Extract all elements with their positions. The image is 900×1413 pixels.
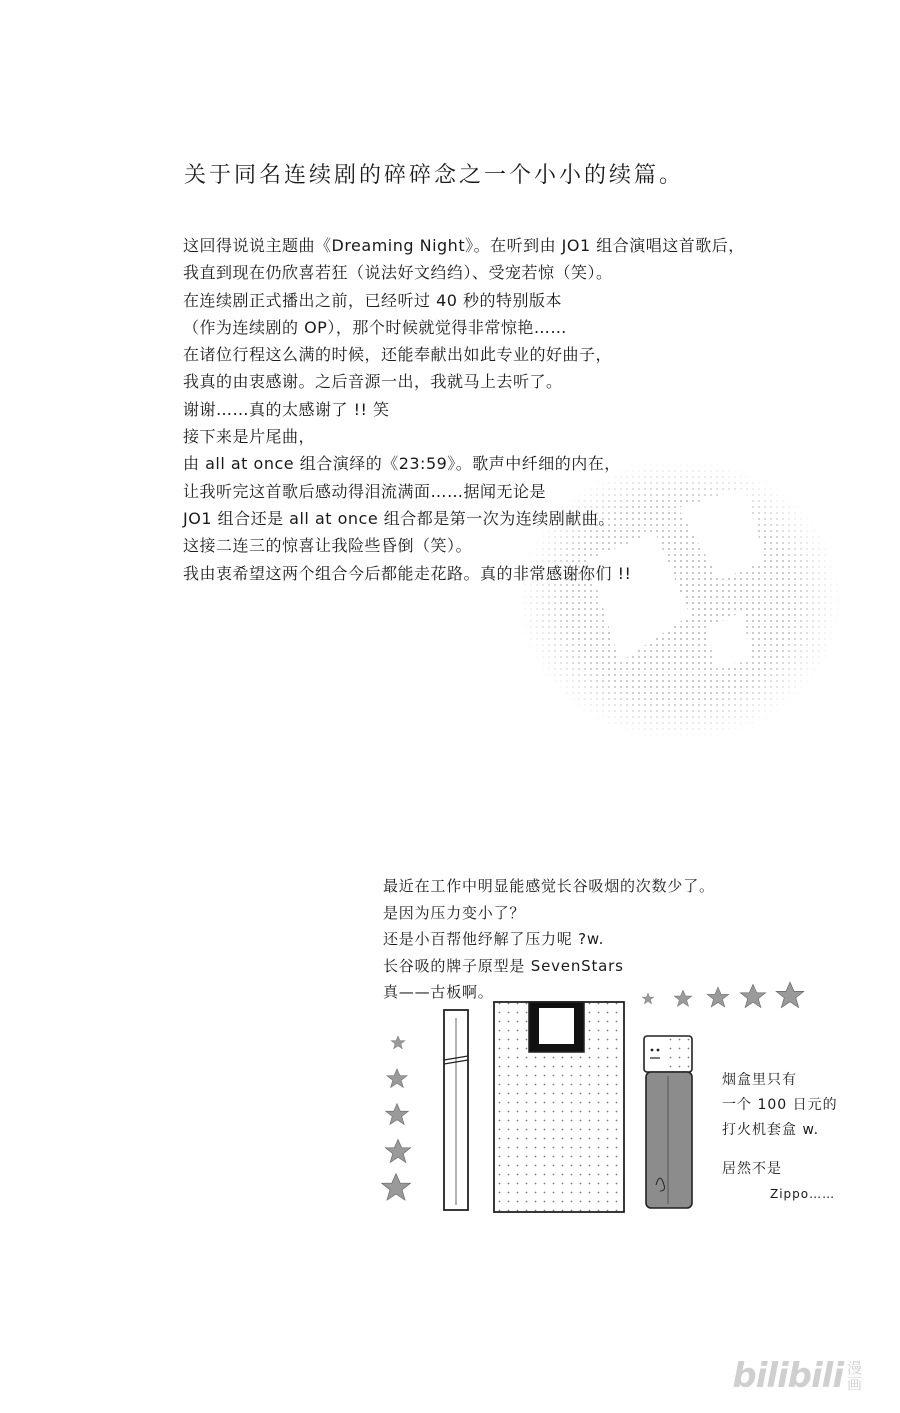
cigarette-pack-drawing	[494, 1002, 624, 1212]
caption-line: 一个 100 日元的	[722, 1097, 838, 1113]
note-line: 是因为压力变小了？	[383, 903, 526, 922]
body-line: 在诸位行程这么满的时候，还能奉献出如此专业的好曲子，	[183, 345, 613, 365]
note-line: 真——古板啊。	[383, 983, 494, 1001]
body-line: 谢谢……真的太感谢了 !! 笑	[183, 399, 390, 419]
note-line: 最近在工作中明显能感觉长谷吸烟的次数少了。	[383, 877, 715, 895]
page-heading: 关于同名连续剧的碎碎念之一个小小的续篇。	[184, 163, 685, 188]
afterword-body	[183, 232, 863, 587]
star-column	[382, 1036, 411, 1200]
watermark-logo: bilibili	[732, 1356, 843, 1396]
note-line: 长谷吸的牌子原型是 SevenStars	[383, 956, 624, 975]
body-line: 让我听完这首歌后感动得泪流满面……据闻无论是	[183, 481, 547, 501]
bilibili-watermark	[732, 1356, 862, 1396]
body-line: 这回得说说主题曲《Dreaming Night》。在听到由 JO1 组合演唱这首歌后，	[183, 236, 745, 255]
body-line: （作为连续剧的 OP），那个时候就觉得非常惊艳……	[183, 317, 567, 337]
body-line: JO1 组合还是 all at once 组合都是第一次为连续剧献曲。	[183, 508, 615, 528]
caption-line: 烟盒里只有	[722, 1072, 797, 1088]
lighter-drawing	[644, 1036, 692, 1208]
caption-line: Zippo……	[770, 1187, 836, 1201]
body-line: 我直到现在仍欣喜若狂（说法好文绉绉）、受宠若惊（笑）。	[183, 263, 613, 283]
caption-line: 居然不是	[722, 1161, 782, 1177]
body-line: 在连续剧正式播出之前，已经听过 40 秒的特别版本	[183, 290, 563, 310]
body-line: 接下来是片尾曲，	[183, 427, 316, 447]
watermark-char: 画	[846, 1375, 862, 1393]
cigarette-drawing	[444, 1010, 468, 1210]
note-line: 还是小百帮他纾解了压力呢 ?w.	[383, 930, 605, 948]
body-line: 我由衷希望这两个组合今后都能走花路。真的非常感谢你们 !!	[183, 563, 632, 583]
body-line: 我真的由衷感谢。之后音源一出，我就马上去听了。	[183, 372, 563, 392]
body-line: 这接二连三的惊喜让我险些昏倒（笑）。	[183, 536, 473, 556]
body-line: 由 all at once 组合演绎的《23:59》。歌声中纤细的内在，	[183, 454, 621, 474]
caption-line: 打火机套盒 w.	[722, 1122, 820, 1138]
watermark-char: 漫	[846, 1359, 862, 1377]
smoking-note	[383, 873, 715, 1006]
lighter-caption	[722, 1068, 838, 1207]
